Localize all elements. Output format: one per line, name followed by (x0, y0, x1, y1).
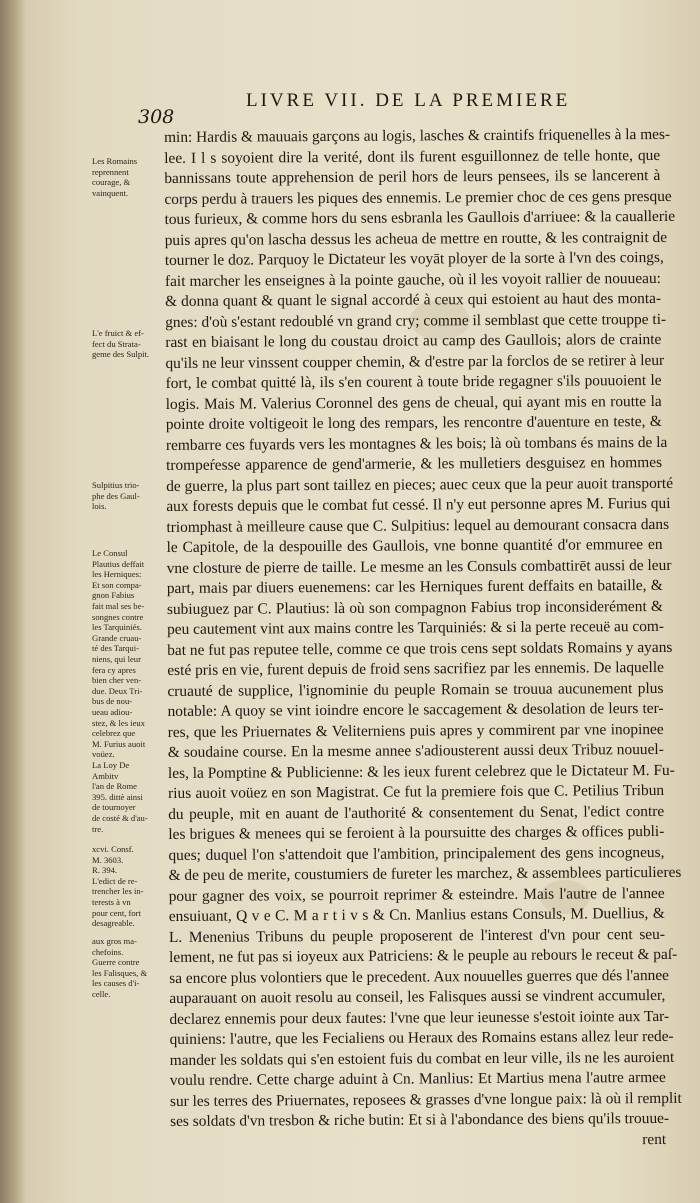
text-line: rast en biaisant le long du coustau droict au camp des Gaullois; alors de crainte (165, 330, 662, 351)
text-line: & donna quant & quant le signal accordé à ceux qui estoient au haut des monta- (165, 289, 662, 310)
text-line: du peuple, mit en auant de l'authorité & consentement du Senat, l'edict contre (168, 802, 665, 823)
text-line: puis apres qu'on lascha dessus les acheua de mettre en routte, & les contraignit de (164, 228, 668, 249)
text-line: ques; duquel l'on s'attendoit que l'ambition, principalement des gens incogneus, (168, 843, 665, 864)
text-line: min: Hardis & mauuais garçons au logis, lasches & craintifs friquenelles à la mes- (164, 125, 671, 146)
text-line: ses soldats d'vn tresbon & riche butin: Et si à l'abondance des biens qu'ils trouue- (170, 1109, 670, 1130)
margin-note: xcvi. Consf. M. 3603. R. 394. L'edict de re- trencher les in- terests à vn pour cent, fort desagreable. (92, 844, 144, 929)
text-line: aux forests depuis que le combat fut cessé. Il n'y eut personne apres M. Furius qui (166, 494, 671, 515)
catchword: rent (642, 1130, 667, 1148)
text-line: lee. I l s soyoient dire la verité, dont ils furent esguillonnez de telle honte, que (164, 146, 661, 167)
margin-note: La Loy De Ambitv l'an de Rome 395. dittè ainsi de tournoyer de costé & d'au- tre. (92, 760, 148, 834)
margin-note: Le Consul Plautius deffait les Herniques: Et son compa- gnon Fabius fait mal ses be- songnes contre les Tarquiniés. Grande cruau- té des Tarqui- niens, qui leur fera cy apres bien cher ven- due. Deux Tri- bus de nou- ueau adiou- stez, & les ieux celebrez que M. Furius auoit voüez. (92, 548, 146, 760)
text-line: tous furieux, & comme hors du sens esbranla les Gaullois d'arriuee: & la cauallerie (164, 207, 676, 228)
text-line: & de peu de merite, coustumiers de fureter les marchez, & assemblees particulieres (168, 863, 682, 884)
text-line: de guerre, la plus part sont taillez en pieces; auec ceux que la peur auoit transporté (166, 474, 674, 495)
text-line: ensuiuant, Q v e C. M a r t i v s & Cn. Manlius estans Consuls, M. Duellius, & (168, 904, 665, 925)
text-line: res, que les Priuernates & Veliterniens puis apres y commirent par vne inopinee (167, 720, 664, 741)
text-line: corps perdu à trauers les piques des ennemis. Le premier choc de ces gens presque (164, 187, 672, 208)
text-line: lement, ne fut pas si ioyeux aux Patriciens: & le peuple au rebours le receut & paſ- (169, 945, 678, 966)
text-line: rembarre ces fuyards vers les montagnes & les bois; là où tombans és mains de la (165, 433, 668, 454)
text-line: L. Menenius Tribuns du peuple proposerent de l'interest d'vn pour cent seu- (168, 925, 665, 946)
page-number: 308 (138, 106, 175, 128)
text-line: qu'ils ne leur vinssent coupper chemin, & d'estre par la forclos de se retirer à leur (165, 351, 665, 372)
text-line: vne closture de pierre de taille. Le mesme an les Consuls combattirēt aussi de leur (166, 556, 672, 577)
text-line: triomphast à meilleure cause que C. Sulpitius: lequel au demourant consacra dans (166, 515, 670, 536)
text-line: les, la Pomptine & Publicienne: & les ieux furent celebrez que le Dictateur M. Fu- (167, 761, 675, 782)
text-line: auparauant on auoit resolu au conseil, les Falisques aussi se vindrent accumuler, (169, 986, 666, 1007)
page-gutter-shadow (0, 0, 26, 1203)
text-line: voulu rendre. Cette charge aduint à Cn. Manlius: Et Martius mena l'autre armee (169, 1068, 666, 1089)
text-line: cruauté de supplice, l'ignominie du peuple Romain se trouua aucunement plus (167, 679, 664, 700)
text-line: notable: A quoy se vint ioindre encore le saccagement & desolation de leurs ter- (167, 699, 664, 720)
text-line: sa encore plus volontiers que le precedent. Aux nouuelles guerres que dés l'annee (169, 966, 670, 987)
margin-note: Les Romains reprennent courage, & vainquent. (92, 156, 138, 198)
text-line: sur les terres des Priuernates, reposees & grasses d'vne longue paix: là où il remplit (169, 1089, 682, 1110)
text-line: esté pris en vie, furent depuis de froid sens sacrifiez par les ennemis. De laquelle (167, 658, 664, 679)
body-text (164, 125, 682, 1153)
text-line: gnes: d'où s'estant redoublé vn grand cry; comme il semblast que cette trouppe ti- (165, 310, 667, 331)
text-line: quiniens: l'autre, que les Fecialiens ou Heraux des Romains estans allez leur rede- (169, 1027, 674, 1048)
text-line: peu cautement vint aux mains contre les Tarquiniés: & si la perte receuë au com- (167, 617, 665, 638)
margin-note: Sulpitius trio- phe des Gaul- lois. (92, 480, 140, 512)
text-line: declarez ennemis pour deux fautes: l'vne que leur ieunesse s'estoit iointe aux Tar- (169, 1007, 670, 1028)
text-line: trompeŕesse apparence de gend'armerie, & les mulletiers desguisez en hommes (166, 453, 663, 474)
text-line: pour gagner des voix, se pourroit reprimer & esteindre. Mais l'autre de l'annee (168, 884, 665, 905)
text-line: part, mais par diuers euenemens: car les Herniques furent deffaits en bataille, & (166, 576, 663, 597)
text-line: fort, le combat quitté là, ils s'en courent à toute bride regagner s'ils pouuoient le (165, 371, 662, 392)
text-line: subiuguez par C. Plautius: là où son compagnon Fabius trop inconsiderément & (166, 597, 663, 618)
text-line: & soudaine course. En la mesme annee s'adiousterent aussi deux Tribuz nouuel- (167, 740, 664, 761)
text-line: fait marcher les enseignes à la pointe gauche, où il les voyoit rallier de nouueau: (164, 269, 661, 290)
text-line: le Capitole, de la despouille des Gaullois, vne bonne quantité d'or emmuree en (166, 535, 663, 556)
text-line: pointe droite voltigeoit le long des rempars, les rencontre d'auenture en teste, & (165, 412, 662, 433)
text-line: les brigues & menees qui se feroient à la poursuitte des charges & offices publi- (168, 822, 665, 843)
text-line: tourner le doz. Parquoy le Dictateur les voyāt ployer de la sorte à l'vn des coings, (164, 248, 664, 269)
running-head: LIVRE VII. DE LA PREMIERE (246, 90, 571, 111)
text-line: bat ne fut pas reputee telle, comme ce que trois cens sept soldats Romains y ayans (167, 638, 673, 659)
text-line: bannissans toute apprehension de peril hors de leurs pensees, ils se lancerent à (164, 166, 661, 187)
margin-note: L'e fruict & ef- fect du Strata- geme des Sulpit. (92, 328, 150, 360)
margin-note: aux gros ma- chefoins. Guerre contre les Falisques, & les causes d'i- celle. (92, 936, 148, 999)
text-line: rius auoit voüez en son Magistrat. Ce fut la premiere fois que C. Petilius Tribun (168, 781, 665, 802)
text-line: mander les soldats qui s'en estoient fuis du combat en leur ville, ils ne les auroient (169, 1048, 675, 1069)
text-line: logis. Mais M. Valerius Coronnel des gens de cheual, qui ayant mis en routte la (165, 392, 662, 413)
